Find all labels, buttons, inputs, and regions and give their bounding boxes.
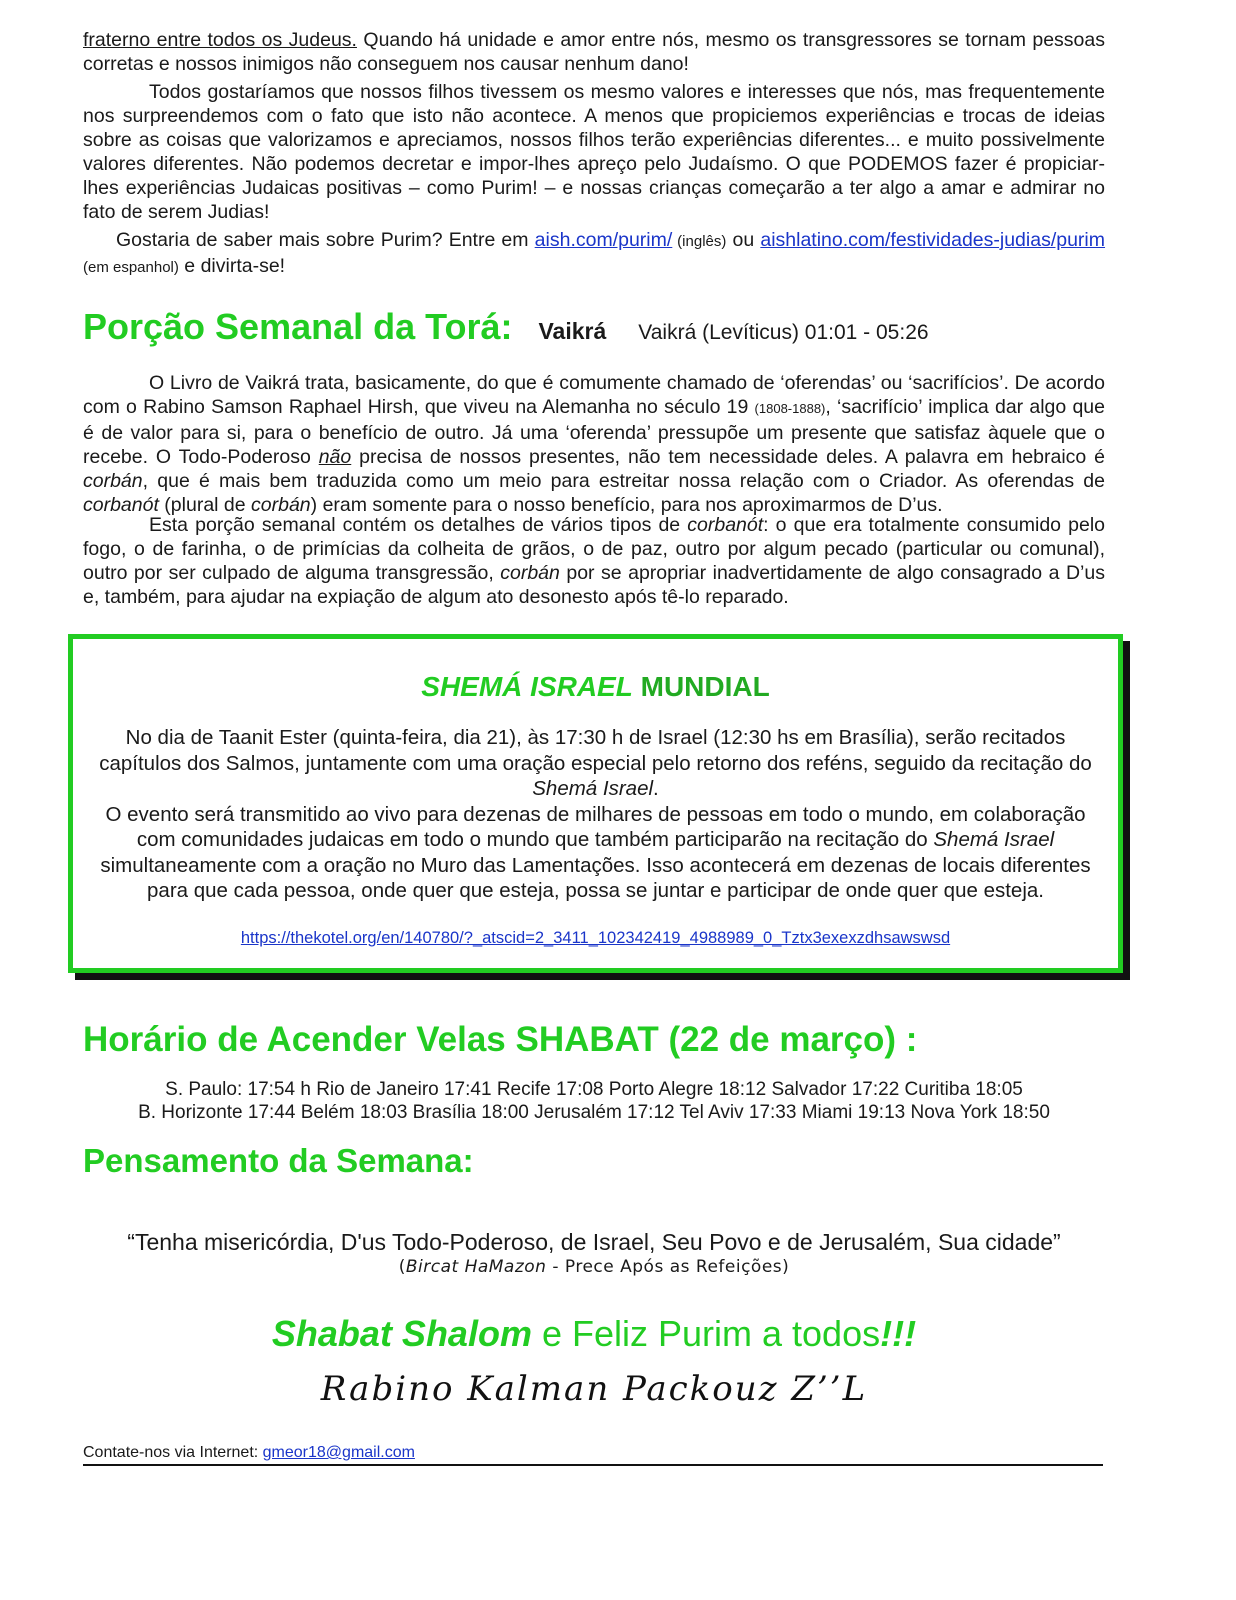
greeting-exclamations: !!! (880, 1313, 917, 1354)
parsha-p1-text: precisa de nossos presentes, não tem necessidade deles. A palavra em hebraico é (351, 446, 1105, 468)
intro-paragraph-1 (83, 28, 1105, 76)
intro-paragraph-2: Todos gostaríamos que nossos filhos tivessem os mesmo valores e interesses que nós, mas frequentemente nos surpreendemos com o fato que isto não acontece. A menos que propiciemos experiências e trocas de ideias sobre as coisas que valorizamos e apreciamos, nossos filhos terão experiências diferentes... e muito possivelmente valores diferentes. Não podemos decretar e impor-lhes apreço pelo Judaísmo. O que PODEMOS fazer é propiciar-lhes experiências Judaicas positivas – como Purim! – e nossas crianças começarão a ter algo a amar e admirar no fato de serem Judias! (83, 81, 1105, 223)
candle-times-line-2: B. Horizonte 17:44 Belém 18:03 Brasília 18:00 Jerusalém 17:12 Tel Aviv 17:33 Miami 19:13 Nova York 18:50 (138, 1102, 1050, 1123)
intro-p3-text: Gostaria de saber mais sobre Purim? Entre em (116, 229, 535, 251)
parsha-p2-text: : o que era totalmente consumido pelo fogo, o de farinha, o de primícias da colheita de grãos, o de paz, outro por algum pecado (particular ou comunal), outro por ser culpado de alguma transgressão, (83, 514, 1105, 584)
parsha-p1-text: ) eram somente para o nosso benefício, para nos aproximarmos de D’us. (310, 494, 943, 516)
parsha-p2-text: Esta porção semanal contém os detalhes de vários tipos de (149, 514, 688, 536)
term-corban: corbán (500, 562, 560, 584)
shema-p1-end: . (653, 777, 659, 800)
shema-israel-box (68, 634, 1123, 973)
thought-quote: “Tenha misericórdia, D'us Todo-Poderoso, de Israel, Seu Povo e de Jerusalém, Sua cidade” (127, 1229, 1061, 1255)
parsha-reference: Vaikrá (Levíticus) 01:01 - 05:26 (638, 321, 929, 344)
term-corbanot: corbanót (687, 514, 764, 536)
intro-p3-or: ou (726, 229, 761, 251)
shema-box-title (73, 671, 1118, 703)
term-corban: corbán (251, 494, 311, 516)
parsha-p1-text: O Livro de Vaikrá trata, basicamente, do que é comumente chamado de ‘oferendas’ ou ‘sacrifícios’. De acordo com o Rabino Samson Raphael Hirsh, que viveu na Alemanha no século 19 (83, 372, 1105, 418)
shema-box-body (89, 725, 1102, 904)
kotel-event-link[interactable]: https://thekotel.org/en/140780/?_atscid=2_3411_102342419_4988989_0_Tztx3exexzdhsawswsd (240, 929, 951, 947)
intro-p3-end: e divirta-se! (178, 255, 286, 277)
parsha-heading: Porção Semanal da Torá: (83, 306, 513, 347)
intro-paragraph-3 (83, 228, 1105, 280)
thought-heading: Pensamento da Semana: (83, 1142, 474, 1179)
intro-p3-lang-es: (em espanhol) (83, 259, 179, 276)
contact-footer (83, 1444, 1103, 1466)
parsha-heading-row (83, 306, 929, 348)
aishlatino-purim-link[interactable]: aishlatino.com/festividades-judias/purim (760, 229, 1106, 251)
closing-greeting (83, 1313, 1105, 1355)
shema-term: Shemá Israel (933, 828, 1055, 851)
term-corbanot: corbanót (83, 494, 159, 516)
intro-p3-lang-en: (inglês) (672, 233, 727, 250)
parsha-p1-text: , ‘sacrifício’ implica dar algo que é de valor para si, para o benefício de outro. Já uma ‘oferenda’ pressupõe um presente que satisfaz àquele que o recebe. O Todo-Poderoso (83, 396, 1105, 468)
kotel-link-wrap (73, 929, 1118, 948)
parsha-paragraph-2 (83, 513, 1105, 609)
intro-p1-text: Quando há unidade e amor entre nós, mesmo os transgressores se tornam pessoas corretas e nossos inimigos não conseguem nos causar nenhum dano! (83, 29, 1105, 75)
greeting-rest: e Feliz Purim a todos (531, 1313, 881, 1354)
parsha-paragraph-1 (83, 371, 1105, 517)
emphasis-nao: não (318, 446, 352, 468)
shema-p2-text: O evento será transmitido ao vivo para dezenas de milhares de pessoas em todo o mundo, em colaboração com comunidades judaicas em todo o mundo que também participarão na recitação do (105, 802, 1086, 851)
source-rest: - Prece Após as Refeições) (546, 1257, 790, 1277)
term-corban: corbán (83, 470, 143, 492)
parsha-p2-text: por se apropriar inadvertidamente de algo consagrado a D’us e, também, para ajudar na expiação de algum ato desonesto após tê-lo reparado. (83, 562, 1105, 608)
contact-colon: : (253, 1444, 263, 1461)
shema-p2-end: simultaneamente com a oração no Muro das Lamentações. Isso acontecerá em dezenas de locais diferentes para que cada pessoa, onde quer que esteja, possa se juntar e participar de onde quer que esteja. (100, 853, 1091, 902)
source-paren: ( (398, 1257, 406, 1277)
greeting-shabat-shalom: Shabat Shalom (271, 1313, 532, 1354)
shema-paragraph-2 (89, 802, 1102, 904)
aish-purim-link[interactable]: aish.com/purim/ (534, 229, 673, 251)
candles-heading: Horário de Acender Velas SHABAT (22 de março) : (83, 1020, 918, 1059)
source-title: Bircat HaMazon (405, 1257, 547, 1277)
thought-source (83, 1257, 1105, 1277)
shema-title-rest: MUNDIAL (632, 671, 770, 702)
contact-label: Contate-nos via Internet (83, 1444, 254, 1461)
candle-times-line-1: S. Paulo: 17:54 h Rio de Janeiro 17:41 Recife 17:08 Porto Alegre 18:12 Salvador 17:22 Curitiba 18:05 (165, 1079, 1023, 1100)
parsha-p1-text: , que é mais bem traduzida como um meio para estreitar nossa relação com o Criador. As oferendas de (142, 470, 1105, 492)
shema-paragraph-1 (89, 725, 1102, 802)
shema-p1-text: No dia de Taanit Ester (quinta-feira, dia 21), às 17:30 h de Israel (12:30 hs em Brasília), serão recitados capítulos dos Salmos, juntamente com uma oração especial pelo retorno dos reféns, seguido da recitação do (99, 726, 1092, 775)
parsha-name: Vaikrá (538, 318, 607, 344)
parsha-p1-text: (plural de (158, 494, 252, 516)
shema-title-italic: SHEMÁ ISRAEL (421, 671, 633, 702)
signature: Rabino Kalman Packouz Z’’L (320, 1369, 868, 1409)
hirsh-years: (1808-1888) (754, 401, 826, 416)
shema-term: Shemá Israel (532, 777, 654, 800)
contact-email-link[interactable]: gmeor18@gmail.com (262, 1444, 415, 1461)
intro-underlined-phrase: fraterno entre todos os Judeus. (83, 29, 357, 51)
